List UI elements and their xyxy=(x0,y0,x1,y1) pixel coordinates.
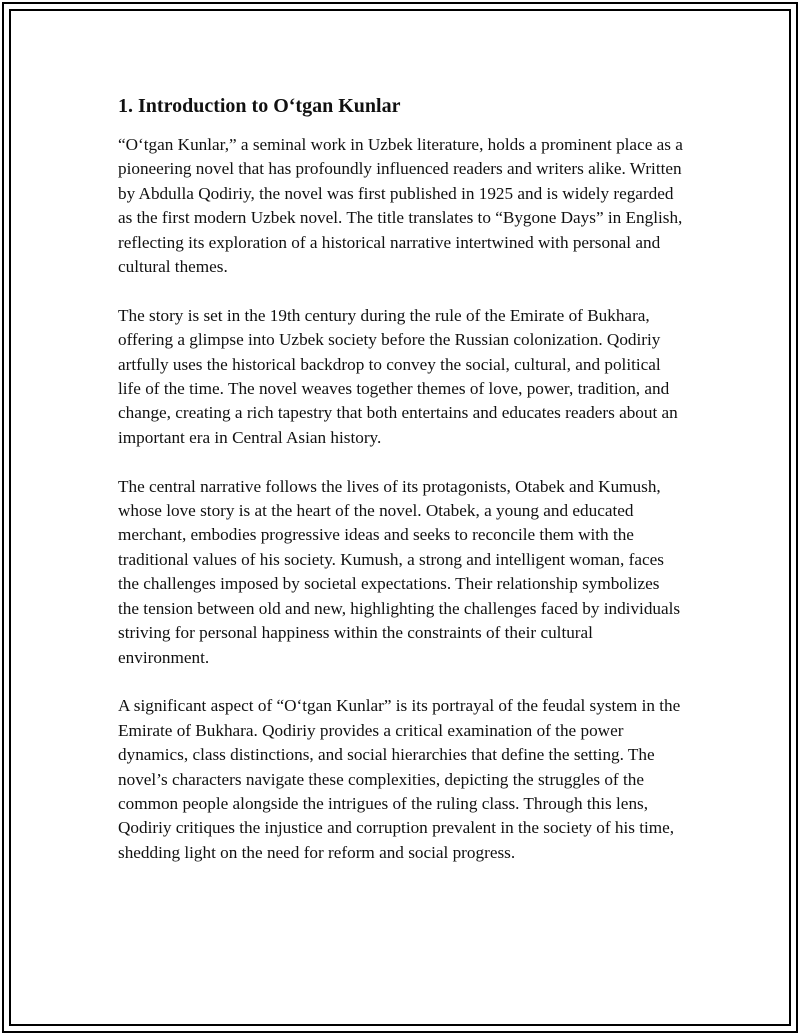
paragraph-1: “O‘tgan Kunlar,” a seminal work in Uzbek literature, holds a prominent place as a pioneering novel that has profoundly influenced readers and writers alike. Written by Abdulla Qodiriy, the novel was first published in 1925 and is widely regarded as the first modern Uzbek novel. The title translates to “Bygone Days” in English, reflecting its exploration of a historical narrative intertwined with personal and cultural themes. xyxy=(118,135,683,277)
section-heading: 1. Introduction to O‘tgan Kunlar xyxy=(118,95,401,117)
paragraph-2: The story is set in the 19th century during the rule of the Emirate of Bukhara, offering a glimpse into Uzbek society before the Russian colonization. Qodiriy artfully uses the historical backdrop to convey the social, cultural, and political life of the time. The novel weaves together themes of love, power, tradition, and change, creating a rich tapestry that both entertains and educates readers about an important era in Central Asian history. xyxy=(118,305,678,447)
paragraph-3: The central narrative follows the lives of its protagonists, Otabek and Kumush, whose love story is at the heart of the novel. Otabek, a young and educated merchant, embodies progressive ideas and seeks to reconcile them with the traditional values of his society. Kumush, a strong and intelligent woman, faces the challenges imposed by societal expectations. Their relationship symbolizes the tension between old and new, highlighting the challenges faced by individuals striving for personal happiness within the constraints of their cultural environment. xyxy=(118,476,681,667)
document-body xyxy=(118,93,684,865)
paragraph-4: A significant aspect of “O‘tgan Kunlar” is its portrayal of the feudal system in the Emirate of Bukhara. Qodiriy provides a critical examination of the power dynamics, class distinctions, and social hierarchies that define the setting. The novel’s characters navigate these complexities, depicting the struggles of the common people alongside the intrigues of the ruling class. Through this lens, Qodiriy critiques the injustice and corruption prevalent in the society of his time, shedding light on the need for reform and social progress. xyxy=(118,696,681,862)
